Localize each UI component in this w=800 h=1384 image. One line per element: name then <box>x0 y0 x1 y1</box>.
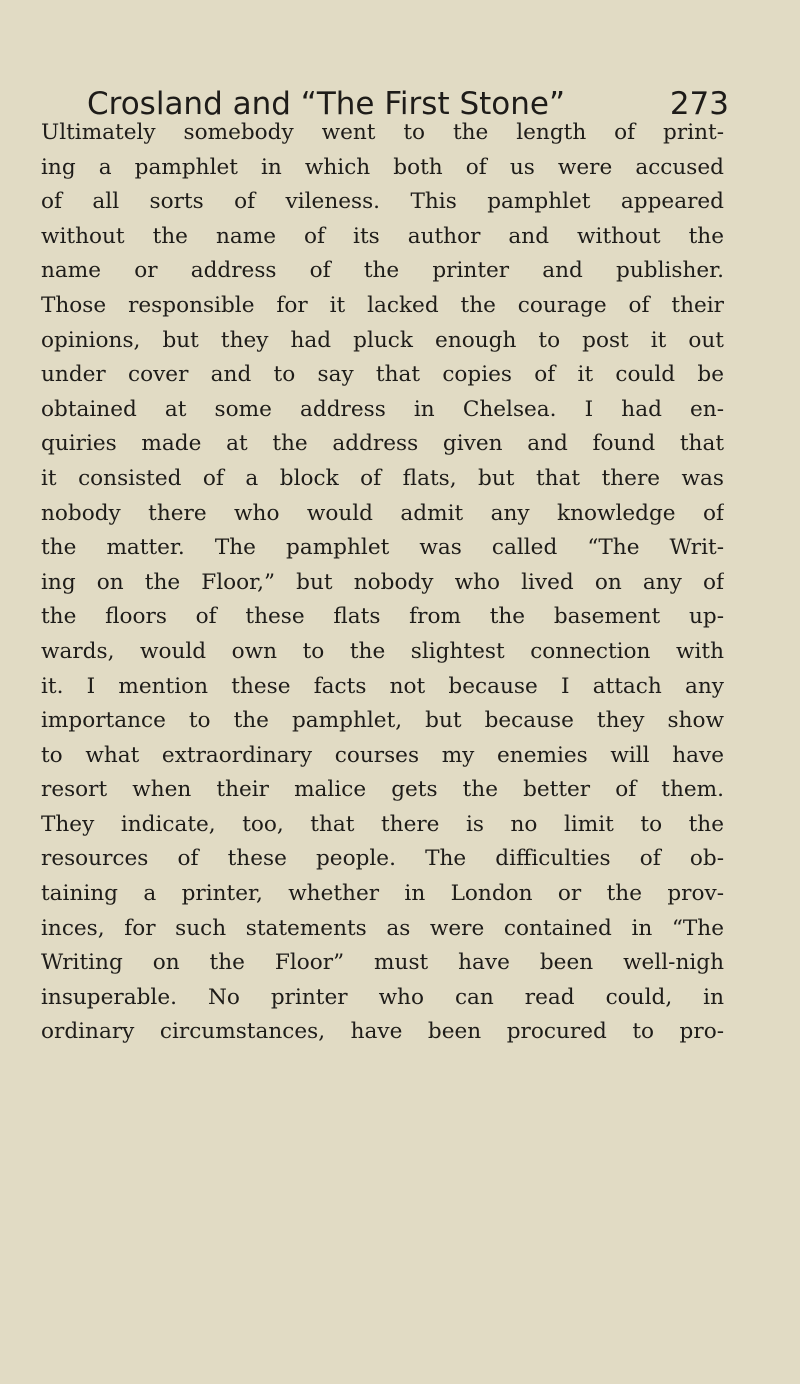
text-line: resort when their malice gets the better of them. <box>41 777 724 803</box>
text-line: the floors of these flats from the basement up- <box>41 604 724 630</box>
text-line: it. I mention these facts not because I attach any <box>41 673 724 699</box>
running-title: Crosland and “The First Stone” <box>87 86 566 122</box>
text-line: insuperable. No printer who can read could, in <box>41 984 724 1010</box>
text-line: name or address of the printer and publisher. <box>41 258 724 284</box>
text-line: under cover and to say that copies of it could be <box>41 362 724 388</box>
text-line: to what extraordinary courses my enemies will have <box>41 742 724 768</box>
text-line: obtained at some address in Chelsea. I had en- <box>41 396 724 422</box>
text-line: opinions, but they had pluck enough to post it out <box>41 327 724 353</box>
text-line: ing a pamphlet in which both of us were accused <box>41 154 724 180</box>
text-line: it consisted of a block of flats, but that there was <box>41 465 724 491</box>
text-line: nobody there who would admit any knowledge of <box>41 500 724 526</box>
text-line: resources of these people. The difficulties of ob- <box>41 846 724 872</box>
text-line: Writing on the Floor” must have been well-nigh <box>41 950 724 976</box>
text-line: quiries made at the address given and found that <box>41 431 724 457</box>
text-line: They indicate, too, that there is no limit to the <box>41 811 724 837</box>
text-line: wards, would own to the slightest connection with <box>41 638 724 664</box>
text-line: importance to the pamphlet, but because they show <box>41 708 724 734</box>
text-line: the matter. The pamphlet was called “The Writ- <box>41 535 724 561</box>
page-number: 273 <box>669 86 729 122</box>
text-line: ing on the Floor,” but nobody who lived on any of <box>41 569 724 595</box>
text-line: ordinary circumstances, have been procured to pro- <box>41 1019 724 1045</box>
text-line: Those responsible for it lacked the courage of their <box>41 292 724 318</box>
text-line: without the name of its author and without the <box>41 223 724 249</box>
text-line: taining a printer, whether in London or the prov- <box>41 881 724 907</box>
text-line: Ultimately somebody went to the length of print- <box>41 120 724 145</box>
body-text <box>41 116 724 1050</box>
text-line: inces, for such statements as were contained in “The <box>41 915 724 941</box>
text-line: of all sorts of vileness. This pamphlet appeared <box>41 189 724 215</box>
